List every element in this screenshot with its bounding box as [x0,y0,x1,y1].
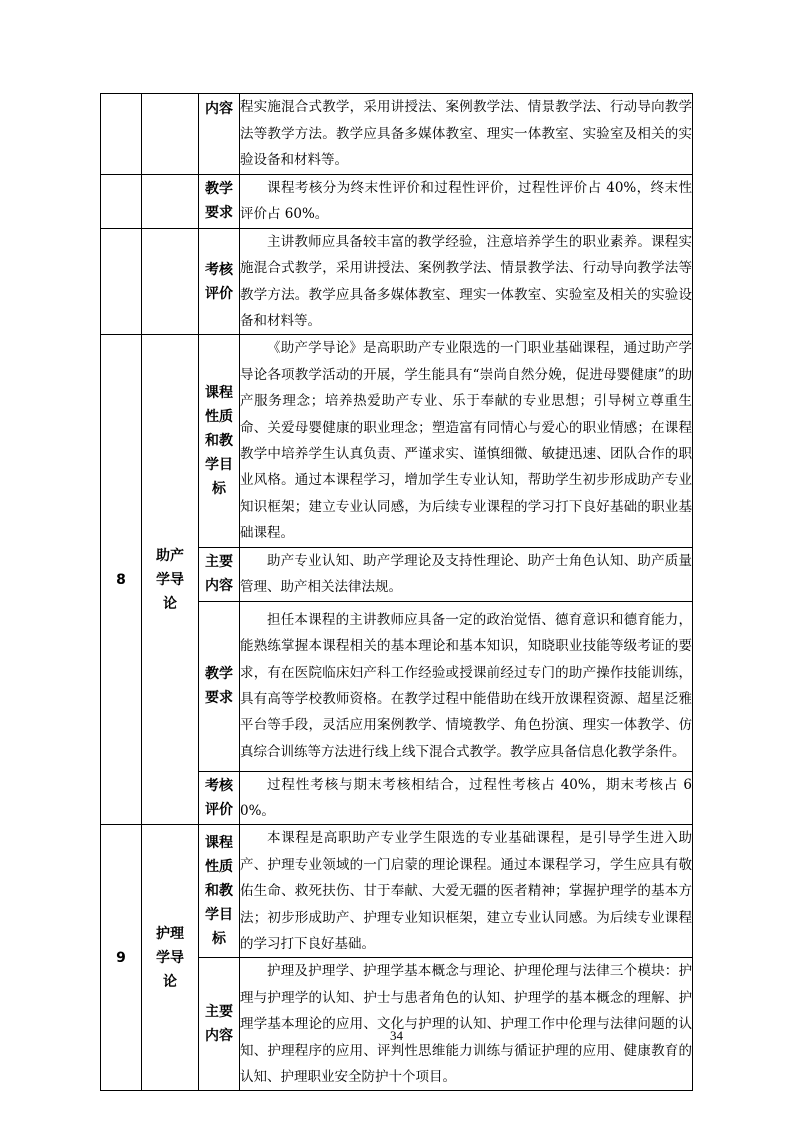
course-number-cell [101,94,142,175]
row-key: 教学 要求 [199,601,240,771]
course-name-cell [142,175,199,229]
row-key: 内容 [199,94,240,175]
row-value: 本课程是高职助产专业学生限选的专业基础课程，是引导学生进入助产、护理专业领域的一门启蒙的理论课程。通过本课程学习，学生应具有敬佑生命、救死扶伤、甘于奉献、大爱无疆的医者精神；掌握护理学的基本方法；初步形成助产、护理专业知识框架，建立专业认同感。为后续专业课程的学习打下良好基础。 [240,825,693,958]
row-value: 担任本课程的主讲教师应具备一定的政治觉悟、德育意识和德育能力，能熟练掌握本课程相关的基本理论和基本知识，知晓职业技能等级考证的要求，有在医院临床妇产科工作经验或授课前经过专门的助产操作技能训练，具有高等学校教师资格。在教学过程中能借助在线开放课程资源、超星泛雅平台等手段，灵活应用案例教学、情境教学、角色扮演、理实一体教学、仿真综合训练等方法进行线上线下混合式教学。教学应具备信息化教学条件。 [240,601,693,771]
table-row [101,94,693,175]
row-value: 程实施混合式教学，采用讲授法、案例教学法、情景教学法、行动导向教学法等教学方法。教学应具备多媒体教室、理实一体教室、实验室及相关的实验设备和材料等。 [240,94,693,175]
row-key: 考核 评价 [199,771,240,825]
table-row [101,175,693,229]
row-value: 助产专业认知、助产学理论及支持性理论、助产士角色认知、助产质量管理、助产相关法律法规。 [240,547,693,601]
row-value: 主讲教师应具备较丰富的教学经验，注意培养学生的职业素养。课程实施混合式教学，采用讲授法、案例教学法、情景教学法、行动导向教学法等教学方法。教学应具备多媒体教室、理实一体教室、实验室及相关的实验设备和材料等。 [240,228,693,335]
table-row [101,825,693,958]
row-value: 过程性考核与期末考核相结合，过程性考核占 40%，期末考核占 60%。 [240,771,693,825]
row-key: 主要 内容 [199,958,240,1091]
course-name-cell [142,94,199,175]
course-number-cell [101,175,142,229]
row-key: 课程 性质 和教 学目 标 [199,825,240,958]
page-number: 34 [390,1028,403,1043]
row-key: 主要 内容 [199,547,240,601]
course-table [100,93,693,1091]
row-value: 护理及护理学、护理学基本概念与理论、护理伦理与法律三个模块：护理与护理学的认知、护士与患者角色的认知、护理学的基本概念的理解、护理学基本理论的应用、文化与护理的认知、护理工作中伦理与法律问题的认知、护理程序的应用、评判性思维能力训练与循证护理的应用、健康教育的认知、护理职业安全防护十个项目。 [240,958,693,1091]
course-name-cell [142,228,199,335]
row-key: 课程 性质 和教 学目 标 [199,335,240,547]
table-row [101,228,693,335]
row-key: 考核 评价 [199,228,240,335]
row-key: 教学 要求 [199,175,240,229]
course-number: 9 [101,825,142,1091]
course-number-cell [101,228,142,335]
row-value: 《助产学导论》是高职助产专业限选的一门职业基础课程，通过助产学导论各项教学活动的开展，学生能具有“崇尚自然分娩，促进母婴健康”的助产服务理念；培养热爱助产专业、乐于奉献的专业思想；引导树立尊重生命、关爱母婴健康的职业理念；塑造富有同情心与爱心的职业情感；在课程教学中培养学生认真负责、严谨求实、谨慎细微、敏捷迅速、团队合作的职业风格。通过本课程学习，增加学生专业认知，帮助学生初步形成助产专业知识框架；建立专业认同感，为后续专业课程的学习打下良好基础的职业基础课程。 [240,335,693,547]
course-name: 助产 学导 论 [142,335,199,825]
table-row [101,335,693,547]
row-value: 课程考核分为终末性评价和过程性评价，过程性评价占 40%，终末性评价占 60%。 [240,175,693,229]
course-number: 8 [101,335,142,825]
course-name: 护理 学导 论 [142,825,199,1091]
